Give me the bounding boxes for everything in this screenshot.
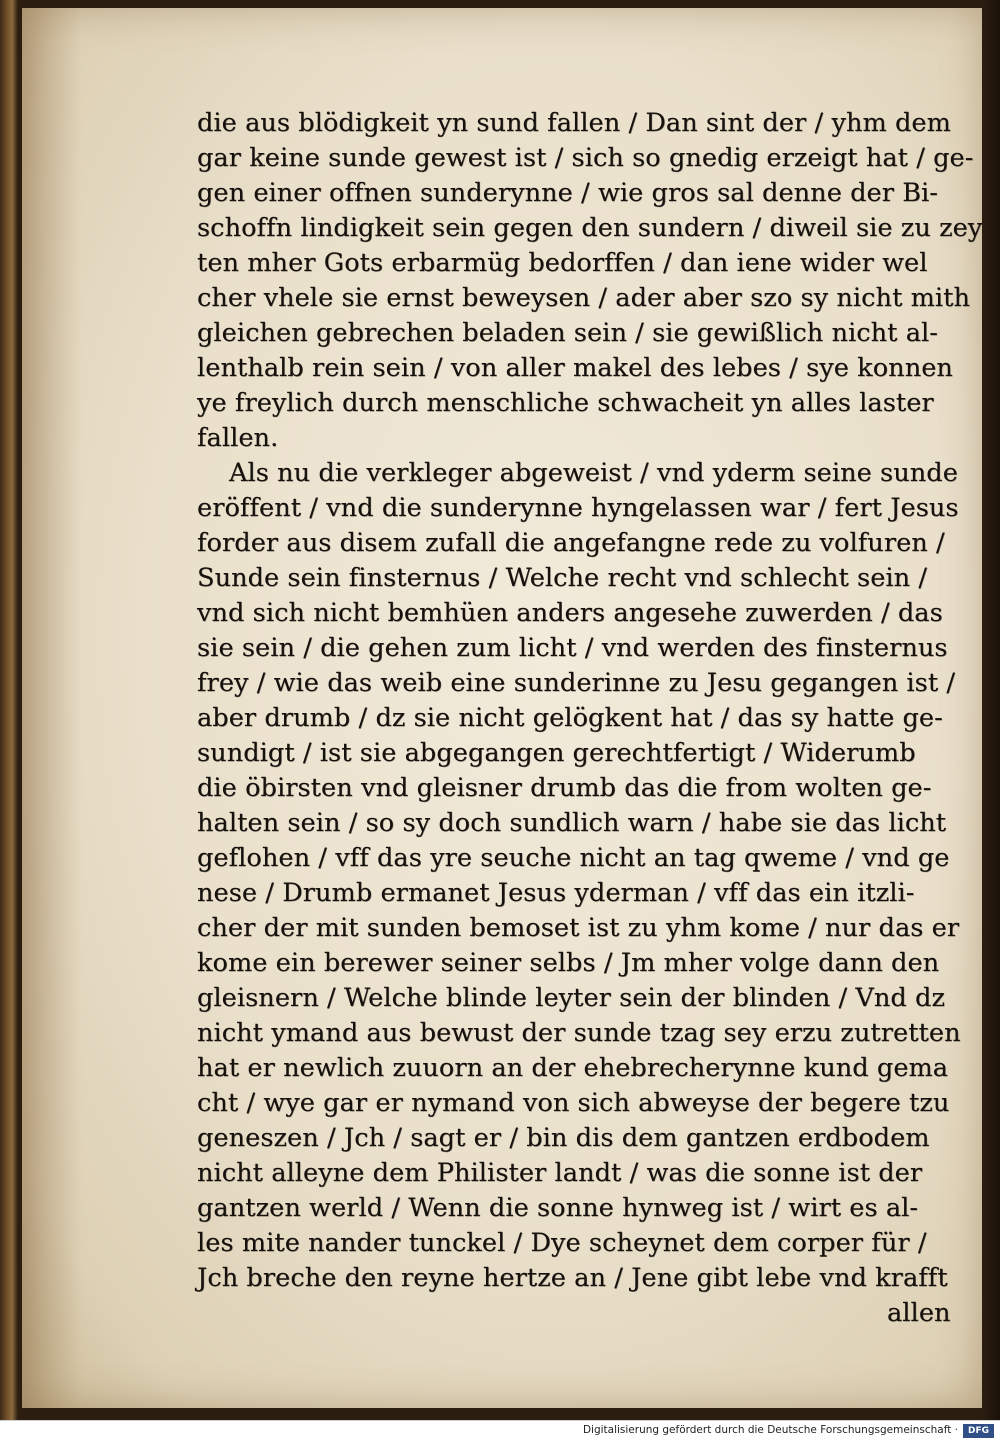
dfg-logo-icon: DFG: [963, 1424, 994, 1438]
text-line-04: schoffn lindigkeit sein gegen den sundern / diweil sie zu zey: [197, 213, 982, 243]
funding-credit-text: Digitalisierung gefördert durch die Deutsche Forschungsgemeinschaft ·: [582, 1424, 958, 1436]
text-line-32: gantzen werld / Wenn die sonne hynweg ist / wirt es al-: [197, 1193, 919, 1223]
text-line-03: gen einer offnen sunderynne / wie gros sal denne der Bi-: [197, 178, 939, 208]
text-line-28: hat er newlich zuuorn an der ehebrecherynne kund gema: [197, 1053, 949, 1083]
text-line-02: gar keine sunde gewest ist / sich so gnedig erzeigt hat / ge-: [197, 143, 974, 173]
text-line-20: die öbirsten vnd gleisner drumb das die from wolten ge-: [197, 773, 932, 803]
text-line-07: gleichen gebrechen beladen sein / sie gewißlich nicht al-: [197, 318, 938, 348]
text-line-30: geneszen / Jch / sagt er / bin dis dem gantzen erdbodem: [197, 1123, 930, 1153]
book-page: [22, 8, 982, 1408]
text-line-15: vnd sich nicht bemhüen anders angesehe zuwerden / das: [197, 598, 943, 628]
catchword: allen: [887, 1298, 951, 1328]
text-line-06: cher vhele sie ernst beweysen / ader aber szo sy nicht mith: [197, 283, 971, 313]
text-line-12: eröffent / vnd die sunderynne hyngelassen war / fert Jesus: [197, 493, 959, 523]
text-line-26: gleisnern / Welche blinde leyter sein der blinden / Vnd dz: [197, 983, 945, 1013]
text-line-14: Sunde sein finsternus / Welche recht vnd schlecht sein /: [197, 563, 928, 593]
text-line-05: ten mher Gots erbarmüg bedorffen / dan iene wider wel: [197, 248, 928, 278]
digitization-footer: [0, 1420, 1000, 1442]
text-line-21: halten sein / so sy doch sundlich warn / habe sie das licht: [197, 808, 947, 838]
text-line-25: kome ein berewer seiner selbs / Jm mher volge dann den: [197, 948, 940, 978]
text-line-01: die aus blödigkeit yn sund fallen / Dan sint der / yhm dem: [197, 108, 951, 138]
text-line-10: fallen.: [197, 423, 279, 453]
text-line-13: forder aus disem zufall die angefangne rede zu volfuren /: [197, 528, 945, 558]
text-line-09: ye freylich durch menschliche schwacheit yn alles laster: [197, 388, 934, 418]
text-line-17: frey / wie das weib eine sunderinne zu Jesu gegangen ist /: [197, 668, 956, 698]
text-line-19: sundigt / ist sie abgegangen gerechtfertigt / Widerumb: [197, 738, 916, 768]
text-line-33: les mite nander tunckel / Dye scheynet dem corper für /: [197, 1228, 927, 1258]
text-line-23: nese / Drumb ermanet Jesus yderman / vff das ein itzli-: [197, 878, 915, 908]
text-line-16: sie sein / die gehen zum licht / vnd werden des finsternus: [197, 633, 948, 663]
text-line-29: cht / wye gar er nymand von sich abweyse der begere tzu: [197, 1088, 950, 1118]
page-text-block: [197, 106, 982, 1331]
text-line-27: nicht ymand aus bewust der sunde tzag sey erzu zutretten: [197, 1018, 961, 1048]
text-line-08: lenthalb rein sein / von aller makel des lebes / sye konnen: [197, 353, 953, 383]
text-line-11: Als nu die verkleger abgeweist / vnd yderm seine sunde: [229, 458, 958, 488]
text-line-18: aber drumb / dz sie nicht gelögkent hat / das sy hatte ge-: [197, 703, 943, 733]
text-line-24: cher der mit sunden bemoset ist zu yhm kome / nur das er: [197, 913, 960, 943]
text-line-34: Jch breche den reyne hertze an / Jene gibt lebe vnd krafft: [197, 1263, 948, 1293]
page-gutter-shadow: [22, 8, 82, 1408]
text-line-22: geflohen / vff das yre seuche nicht an tag qweme / vnd ge: [197, 843, 950, 873]
text-line-31: nicht alleyne dem Philister landt / was die sonne ist der: [197, 1158, 923, 1188]
